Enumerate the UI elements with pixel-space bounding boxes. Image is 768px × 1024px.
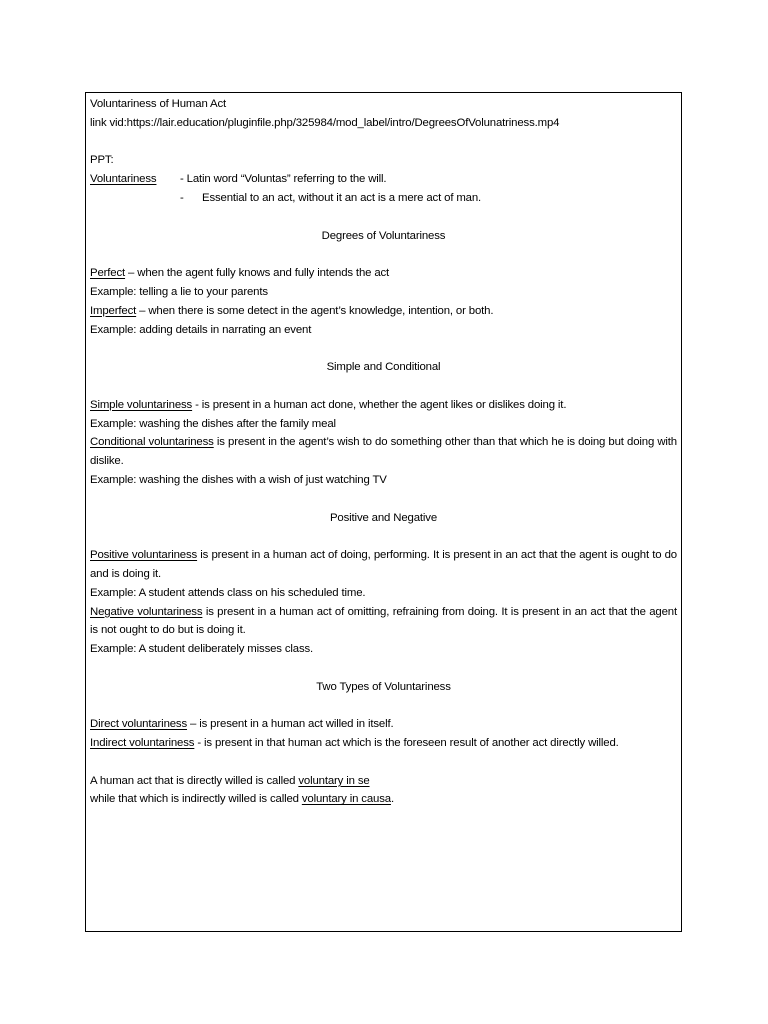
imperfect-def: – when there is some detect in the agent’s knowledge, intention, or both. <box>136 304 494 317</box>
conditional-example: Example: washing the dishes with a wish of just watching TV <box>90 473 387 486</box>
heading-simple-conditional: Simple and Conditional <box>326 361 441 374</box>
conditional-definition <box>90 433 677 471</box>
perfect-term: Perfect <box>90 267 126 280</box>
closing-period: . <box>390 793 394 806</box>
direct-definition <box>90 715 677 734</box>
spacer <box>90 133 677 152</box>
spacer <box>90 377 677 396</box>
spacer <box>90 245 677 264</box>
positive-example: Example: A student attends class on his scheduled time. <box>90 586 366 599</box>
spacer <box>90 659 677 678</box>
voluntariness-term: Voluntariness <box>90 173 157 186</box>
spacer <box>90 208 677 227</box>
voluntariness-definition-2 <box>90 189 677 208</box>
heading-positive-negative: Positive and Negative <box>329 511 438 524</box>
direct-def: – is present in a human act willed in itself. <box>187 718 394 731</box>
negative-term: Negative voluntariness <box>90 605 203 618</box>
closing-line-2 <box>90 790 677 809</box>
positive-def: is present in a human act of doing, performing. It is present in an act that the agent is ought to do and is doing it. <box>90 549 677 580</box>
heading-two-types: Two Types of Voluntariness <box>316 680 451 693</box>
perfect-def: – when the agent fully knows and fully intends the act <box>125 267 390 280</box>
closing-line-1 <box>90 772 677 791</box>
indirect-definition <box>90 734 677 753</box>
imperfect-definition <box>90 302 677 321</box>
simple-term: Simple voluntariness <box>90 398 193 411</box>
spacer <box>90 753 677 772</box>
closing-text-2: while that which is indirectly willed is called <box>90 793 302 806</box>
direct-term: Direct voluntariness <box>90 718 188 731</box>
conditional-term: Conditional voluntariness <box>90 436 214 449</box>
heading-degrees: Degrees of Voluntariness <box>321 229 446 242</box>
negative-def: is present in a human act of omitting, refraining from doing. It is present in an act that the agent is not ought to do but is doing it. <box>90 605 678 637</box>
perfect-definition <box>90 264 677 283</box>
voluntariness-def-2: Essential to an act, without it an act is a mere act of man. <box>202 191 482 204</box>
spacer <box>90 490 677 509</box>
document-page <box>85 92 682 932</box>
list-dash: - <box>180 191 184 204</box>
positive-term: Positive voluntariness <box>90 549 198 562</box>
voluntariness-definition <box>90 170 677 189</box>
spacer <box>90 527 677 546</box>
voluntariness-def-1: - Latin word “Voluntas” referring to the will. <box>180 173 387 186</box>
simple-definition <box>90 396 677 415</box>
perfect-example: Example: telling a lie to your parents <box>90 285 268 298</box>
negative-definition <box>90 603 677 641</box>
spacer <box>90 339 677 358</box>
indirect-def: - is present in that human act which is the foreseen result of another act directly willed. <box>194 737 619 750</box>
conditional-def: is present in the agent’s wish to do something other than that which he is doing but doing with dislike. <box>90 436 677 468</box>
indirect-term: Indirect voluntariness <box>90 737 195 750</box>
ppt-label: PPT: <box>90 154 114 167</box>
imperfect-term: Imperfect <box>90 304 137 317</box>
positive-definition <box>90 546 677 584</box>
voluntary-in-causa-term: voluntary in causa <box>301 793 391 806</box>
imperfect-example: Example: adding details in narrating an event <box>90 323 312 336</box>
simple-def: - is present in a human act done, whether the agent likes or dislikes doing it. <box>192 398 567 411</box>
voluntary-in-se-term: voluntary in se <box>298 774 370 787</box>
doc-title: Voluntariness of Human Act <box>90 98 227 110</box>
video-link[interactable]: link vid:https://lair.education/pluginfile.php/325984/mod_label/intro/DegreesOfVolunatriness.mp4 <box>90 116 560 129</box>
closing-text-1: A human act that is directly willed is called <box>90 774 299 787</box>
negative-example: Example: A student deliberately misses class. <box>90 643 314 656</box>
spacer <box>90 697 677 716</box>
simple-example: Example: washing the dishes after the family meal <box>90 417 336 430</box>
